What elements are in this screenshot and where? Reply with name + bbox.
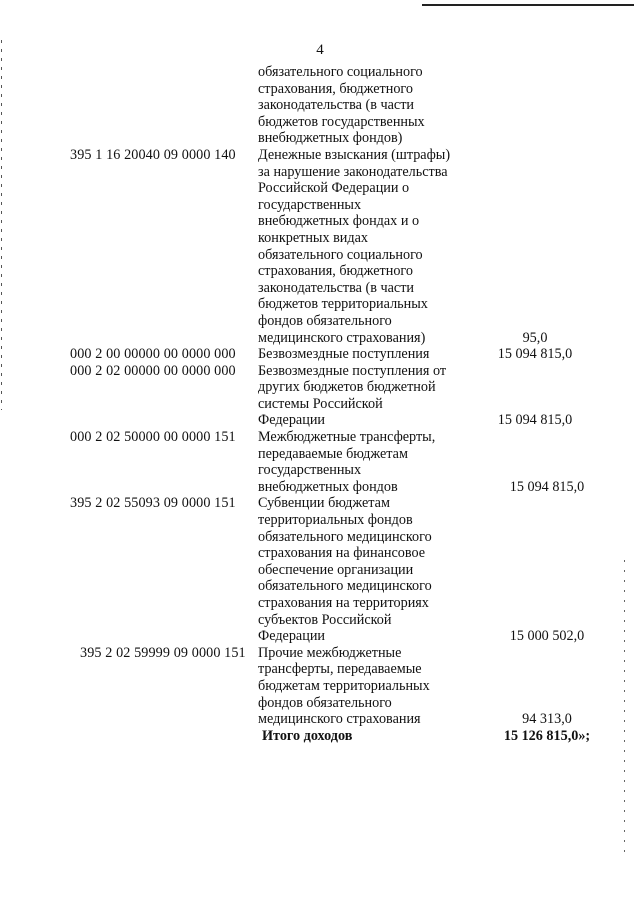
table-row — [0, 363, 640, 429]
revenue-description: Прочие межбюджетные трансферты, передаваемые бюджетам территориальных фондов обязательного медицинского страхования — [258, 644, 430, 728]
budget-code: 000 2 02 00000 00 0000 000 — [70, 362, 236, 379]
revenue-amount: 15 094 815,0 — [497, 346, 573, 363]
revenue-description: Безвозмездные поступления — [258, 346, 430, 363]
page-number: 4 — [316, 42, 324, 58]
table-row — [0, 645, 640, 728]
total-amount: 15 126 815,0»; — [503, 727, 591, 744]
budget-code: 000 2 00 00000 00 0000 000 — [70, 346, 236, 363]
budget-code: 395 1 16 20040 09 0000 140 — [70, 146, 236, 163]
total-row — [0, 728, 640, 745]
table-row — [0, 495, 640, 644]
revenue-description: Субвенции бюджетам территориальных фондов обязательного медицинского страхования на финансовое обеспечение организации обязательного медицинского страхования на территориях субъектов Российской Федерации — [258, 495, 432, 645]
table-row — [0, 346, 640, 363]
revenue-description: обязательного социального страхования, бюджетного законодательства (в части бюджетов государственных внебюджетных фондов) — [258, 64, 425, 147]
top-border-line — [422, 4, 634, 6]
revenue-amount: 94 313,0 — [522, 711, 572, 728]
revenue-description: Безвозмездные поступления от других бюджетов бюджетной системы Российской Федерации — [258, 362, 447, 429]
table-row — [0, 64, 640, 147]
budget-code: 000 2 02 50000 00 0000 151 — [70, 429, 236, 446]
total-label: Итого доходов — [262, 727, 353, 744]
revenue-table — [0, 64, 640, 744]
revenue-amount: 15 094 815,0 — [509, 478, 585, 495]
table-row — [0, 147, 640, 346]
budget-code: 395 2 02 59999 09 0000 151 — [80, 644, 246, 661]
table-row — [0, 429, 640, 495]
revenue-amount: 15 000 502,0 — [509, 628, 585, 645]
revenue-amount: 15 094 815,0 — [497, 412, 573, 429]
revenue-description: Межбюджетные трансферты, передаваемые бюджетам государственных внебюджетных фондов — [258, 429, 436, 495]
budget-code: 395 2 02 55093 09 0000 151 — [70, 495, 236, 512]
revenue-amount: 95,0 — [522, 329, 548, 346]
revenue-description: Денежные взыскания (штрафы) за нарушение законодательства Российской Федерации о государственных внебюджетных фондах и о конкретных видах обязательного социального страхования, бюджетного законодательства (в части бюджетов территориальных фондов обязательного медицинского страхования) — [258, 146, 451, 346]
